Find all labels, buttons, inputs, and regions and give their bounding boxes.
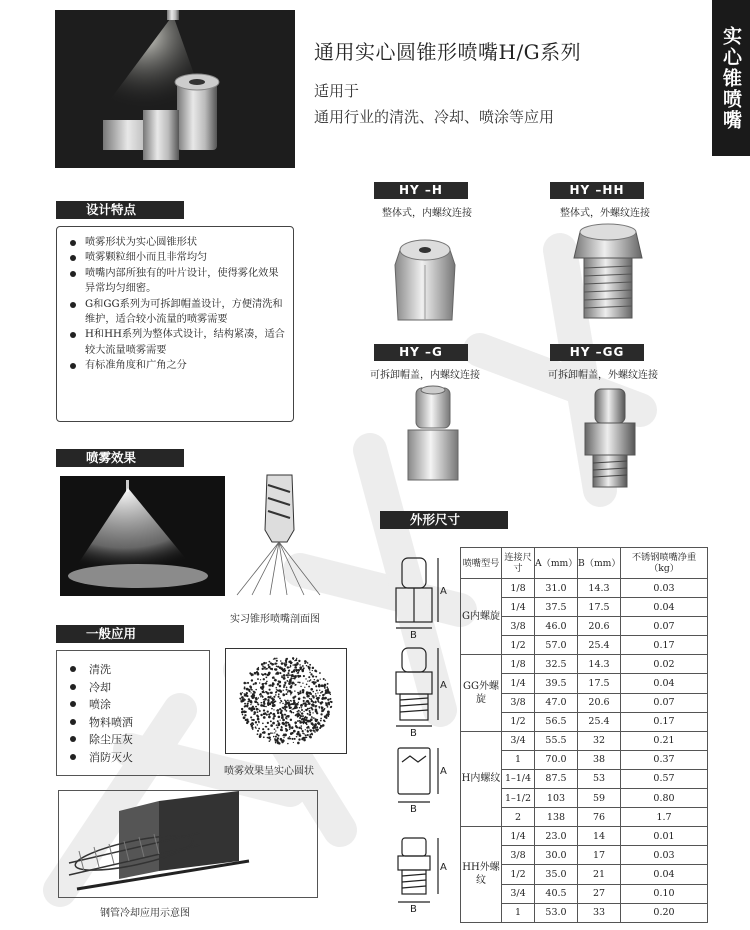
spray-effect-heading: 喷雾效果 — [56, 449, 184, 467]
table-cell: 0.07 — [621, 693, 708, 712]
feature-item: H和HH系列为整体式设计，结构紧凑，适合较大流量喷雾需要 — [67, 327, 287, 358]
features-box — [56, 226, 294, 422]
table-cell: 0.01 — [621, 827, 708, 846]
applications-box — [56, 650, 210, 776]
model-desc-hy-g: 可拆卸帽盖，内螺纹连接 — [370, 370, 480, 381]
dim-label-a: A — [440, 862, 447, 873]
dim-label-a: A — [440, 766, 447, 777]
side-category-tab: 实心锥喷嘴 — [712, 0, 750, 156]
table-cell: 32.5 — [535, 655, 578, 674]
dimensions-table — [460, 547, 708, 923]
column-header: 不锈钢喷嘴净重（kg） — [621, 548, 708, 579]
hero-nozzle-photo — [55, 10, 295, 168]
spray-pattern-image — [225, 648, 347, 754]
table-row — [461, 731, 708, 750]
table-cell: 0.21 — [621, 731, 708, 750]
application-item: 冷却 — [67, 679, 209, 697]
table-cell: 138 — [535, 808, 578, 827]
table-cell: 103 — [535, 789, 578, 808]
table-cell: 40.5 — [535, 884, 578, 903]
table-cell: 0.02 — [621, 655, 708, 674]
table-cell: 59 — [578, 789, 621, 808]
column-header: 连接尺寸 — [502, 548, 535, 579]
application-item: 除尘压灰 — [67, 731, 209, 749]
table-row — [461, 827, 708, 846]
table-cell: 55.5 — [535, 731, 578, 750]
table-cell: 0.57 — [621, 769, 708, 788]
table-cell: 35.0 — [535, 865, 578, 884]
model-desc-hy-gg: 可拆卸帽盖，外螺纹连接 — [548, 370, 658, 381]
table-cell: 20.6 — [578, 693, 621, 712]
table-cell: 20.6 — [578, 617, 621, 636]
model-label-hy-g: HY –G — [374, 344, 468, 361]
dimension-drawings — [388, 548, 456, 913]
table-cell: 70.0 — [535, 750, 578, 769]
dim-label-a: A — [440, 680, 447, 691]
table-cell: 1/8 — [502, 579, 535, 598]
table-row — [461, 579, 708, 598]
pipe-cooling-caption: 钢管冷却应用示意图 — [100, 908, 190, 919]
table-cell: 1–1/4 — [502, 769, 535, 788]
dim-label-b: B — [410, 728, 417, 739]
dimensions-table-body — [461, 579, 708, 923]
dim-label-b: B — [410, 630, 417, 641]
page-title: 通用实心圆锥形喷嘴H/G系列 — [314, 40, 582, 64]
table-cell: 0.03 — [621, 846, 708, 865]
table-cell: 56.5 — [535, 712, 578, 731]
table-cell: 1/8 — [502, 655, 535, 674]
table-cell: 1 — [502, 903, 535, 922]
table-cell: 1/2 — [502, 636, 535, 655]
model-group-cell: GG外螺旋 — [461, 655, 502, 731]
feature-item: G和GG系列为可拆卸帽盖设计，方便清洗和维护，适合较小流量的喷雾需要 — [67, 297, 287, 328]
application-item: 清洗 — [67, 661, 209, 679]
table-cell: 17.5 — [578, 598, 621, 617]
table-cell: 3/4 — [502, 731, 535, 750]
nozzle-photo-hy-hh — [568, 218, 648, 328]
table-cell: 57.0 — [535, 636, 578, 655]
column-header: B（mm） — [578, 548, 621, 579]
table-cell: 1/4 — [502, 598, 535, 617]
table-cell: 3/8 — [502, 846, 535, 865]
table-cell: 1–1/2 — [502, 789, 535, 808]
subtitle-line-1: 适用于 — [314, 82, 360, 100]
table-cell: 39.5 — [535, 674, 578, 693]
table-cell: 1/2 — [502, 712, 535, 731]
applications-heading: 一般应用 — [56, 625, 184, 643]
feature-item: 喷雾形状为实心圆锥形状 — [67, 235, 287, 250]
table-cell: 1/4 — [502, 827, 535, 846]
application-item: 喷涂 — [67, 696, 209, 714]
table-header-row — [461, 548, 708, 579]
table-cell: 17 — [578, 846, 621, 865]
table-cell: 0.17 — [621, 712, 708, 731]
column-header: 喷嘴型号 — [461, 548, 502, 579]
table-cell: 3/8 — [502, 617, 535, 636]
table-cell: 17.5 — [578, 674, 621, 693]
pipe-cooling-diagram — [58, 790, 318, 898]
model-group-cell: G内螺旋 — [461, 579, 502, 655]
nozzle-photo-hy-h — [380, 220, 470, 330]
table-cell: 1.7 — [621, 808, 708, 827]
feature-item: 有标准角度和广角之分 — [67, 358, 287, 373]
table-cell: 76 — [578, 808, 621, 827]
model-group-cell: H内螺纹 — [461, 731, 502, 826]
column-header: A（mm） — [535, 548, 578, 579]
table-cell: 14.3 — [578, 579, 621, 598]
table-cell: 1/4 — [502, 674, 535, 693]
model-desc-hy-h: 整体式，内螺纹连接 — [382, 208, 472, 219]
dim-label-b: B — [410, 804, 417, 815]
nozzle-section-diagram — [232, 470, 322, 600]
nozzle-photo-hy-g — [398, 380, 468, 490]
table-cell: 0.04 — [621, 598, 708, 617]
spray-cone-photo — [60, 476, 225, 596]
table-cell: 0.04 — [621, 865, 708, 884]
table-cell: 32 — [578, 731, 621, 750]
table-cell: 0.07 — [621, 617, 708, 636]
subtitle-line-2: 通用行业的清洗、冷却、喷涂等应用 — [314, 108, 555, 126]
table-cell: 0.17 — [621, 636, 708, 655]
table-cell: 0.20 — [621, 903, 708, 922]
model-label-hy-h: HY –H — [374, 182, 468, 199]
table-cell: 25.4 — [578, 712, 621, 731]
spray-pattern-caption: 喷雾效果呈实心圆状 — [224, 766, 314, 777]
dim-label-a: A — [440, 586, 447, 597]
table-cell: 53 — [578, 769, 621, 788]
model-group-cell: HH外螺纹 — [461, 827, 502, 922]
table-cell: 87.5 — [535, 769, 578, 788]
dimensions-heading: 外形尺寸 — [380, 511, 508, 529]
table-cell: 1/2 — [502, 865, 535, 884]
table-cell: 46.0 — [535, 617, 578, 636]
table-cell: 0.37 — [621, 750, 708, 769]
feature-item: 喷嘴内部所独有的叶片设计，使得雾化效果异常均匀细密。 — [67, 266, 287, 297]
table-cell: 3/8 — [502, 693, 535, 712]
table-cell: 3/4 — [502, 884, 535, 903]
model-label-hy-gg: HY –GG — [550, 344, 644, 361]
table-cell: 27 — [578, 884, 621, 903]
table-cell: 0.10 — [621, 884, 708, 903]
table-cell: 14 — [578, 827, 621, 846]
table-cell: 14.3 — [578, 655, 621, 674]
table-cell: 30.0 — [535, 846, 578, 865]
table-cell: 53.0 — [535, 903, 578, 922]
table-cell: 47.0 — [535, 693, 578, 712]
table-cell: 25.4 — [578, 636, 621, 655]
table-cell: 33 — [578, 903, 621, 922]
table-cell: 2 — [502, 808, 535, 827]
section-diagram-caption: 实习锥形喷嘴剖面图 — [230, 614, 320, 625]
application-item: 物料喷洒 — [67, 714, 209, 732]
table-cell: 0.80 — [621, 789, 708, 808]
application-item: 消防灭火 — [67, 749, 209, 767]
table-cell: 38 — [578, 750, 621, 769]
table-row — [461, 655, 708, 674]
table-cell: 0.03 — [621, 579, 708, 598]
table-cell: 1 — [502, 750, 535, 769]
table-cell: 31.0 — [535, 579, 578, 598]
table-cell: 37.5 — [535, 598, 578, 617]
table-cell: 23.0 — [535, 827, 578, 846]
features-heading: 设计特点 — [56, 201, 184, 219]
dim-label-b: B — [410, 904, 417, 913]
model-desc-hy-hh: 整体式，外螺纹连接 — [560, 208, 650, 219]
feature-item: 喷雾颗粒细小而且非常均匀 — [67, 250, 287, 265]
nozzle-photo-hy-gg — [575, 383, 645, 493]
model-label-hy-hh: HY –HH — [550, 182, 644, 199]
table-cell: 0.04 — [621, 674, 708, 693]
table-cell: 21 — [578, 865, 621, 884]
